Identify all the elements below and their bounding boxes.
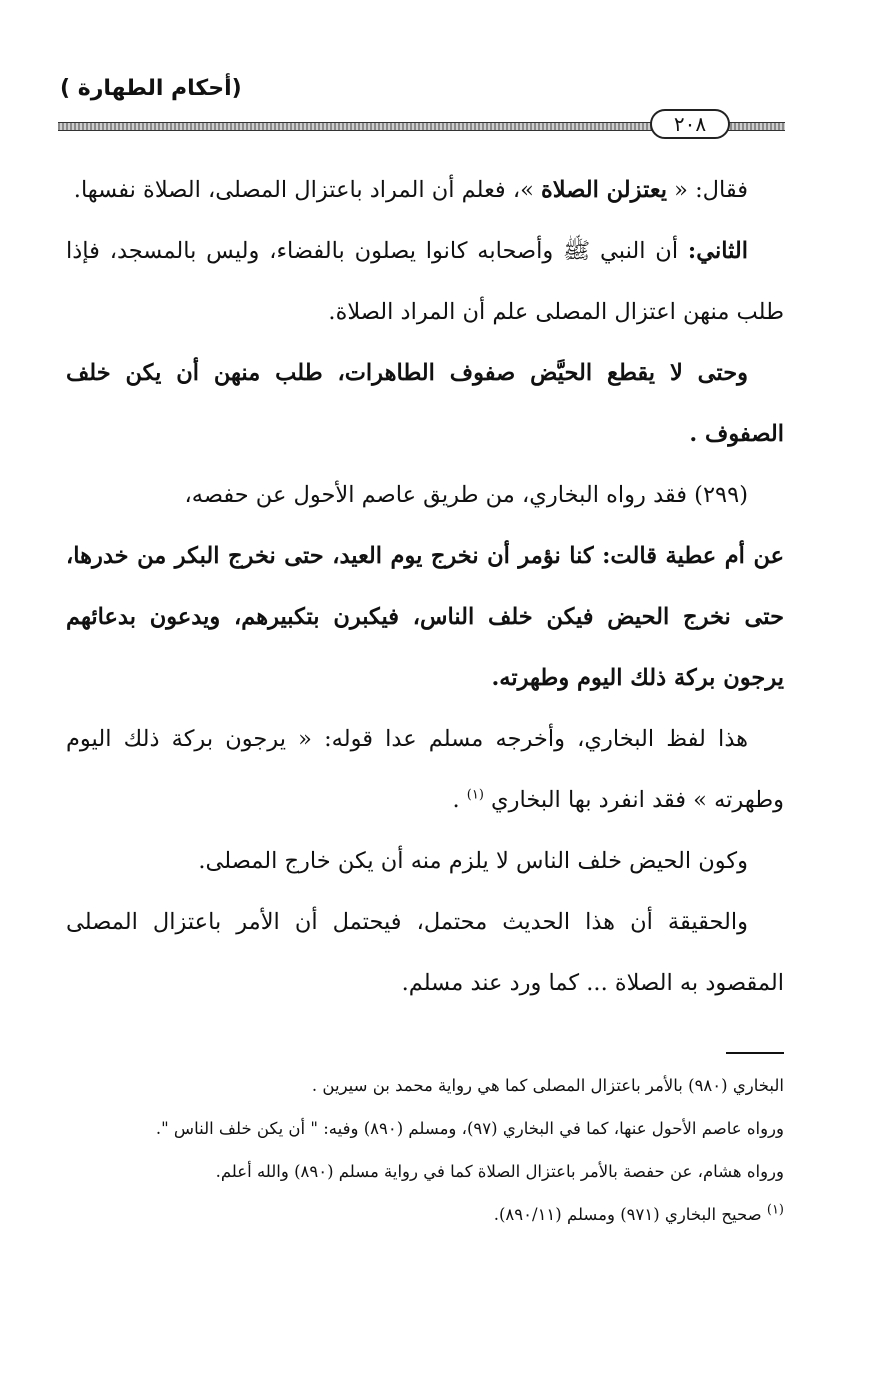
running-header-title: (أحكام الطهارة ) [60,76,242,101]
text-run: فقال: « [667,177,748,203]
footnote-ref: (١) [466,787,484,803]
paragraph-8: والحقيقة أن هذا الحديث محتمل، فيحتمل أن الأمر باعتزال المصلى المقصود به الصلاة ... كما ورد عند مسلم. [66,909,784,996]
page-number: ٢٠٨ [650,109,730,139]
footnote-line-2: ورواه عاصم الأحول عنها، كما في البخاري (٩٧)، ومسلم (٨٩٠) وفيه: " أن يكن خلف الناس ". [155,1119,784,1138]
text-run: »، فعلم أن المراد باعتزال المصلى، الصلاة نفسها. [73,177,542,203]
hadith-text: عن أم عطية قالت: كنا نؤمر أن نخرج يوم العيد، حتى نخرج البكر من خدرها، حتى نخرج الحيض فيكن خلف الناس، فيكبرن بتكبيرهم، ويدعون بدعائهم يرجون بركة ذلك اليوم وطهرته. [66,543,784,691]
text-run: أن النبي ﷺ وأصحابه كانوا يصلون بالفضاء، وليس بالمسجد، فإذا طلب منهن اعتزال المصلى علم أن المراد الصلاة. [66,238,784,325]
paragraph-label: الثاني: [687,238,748,264]
text-run: هذا لفظ البخاري، وأخرجه مسلم عدا قوله: « يرجون بركة ذلك اليوم وطهرته » فقد انفرد بها البخاري [66,726,784,813]
footnotes [66,1066,784,1238]
footnote-line-1: البخاري (٩٨٠) بالأمر باعتزال المصلى كما هي رواية محمد بن سيرين . [311,1076,784,1095]
paragraph-2 [66,221,784,343]
footnote-marker: (١) [766,1202,784,1218]
footnote-separator [726,1052,784,1054]
paragraph-7: وكون الحيض خلف الناس لا يلزم منه أن يكن خارج المصلى. [198,848,748,874]
text-run: . [452,787,467,813]
footnote-line-3: ورواه هشام، عن حفصة بالأمر باعتزال الصلاة كما في رواية مسلم (٨٩٠) والله أعلم. [215,1162,784,1181]
paragraph-6 [66,709,784,831]
bold-quote: يعتزلن الصلاة [541,177,667,203]
paragraph-3: وحتى لا يقطع الحيَّض صفوف الطاهرات، طلب منهن أن يكن خلف الصفوف . [66,360,784,447]
paragraph-4: (٢٩٩) فقد رواه البخاري، من طريق عاصم الأحول عن حفصه، [184,482,748,508]
text-run: صحيح البخاري (٩٧١) ومسلم (٨٩٠/١١). [493,1205,767,1224]
paragraph-1 [66,160,784,221]
main-text [66,160,784,1014]
footnote-1 [66,1195,784,1234]
